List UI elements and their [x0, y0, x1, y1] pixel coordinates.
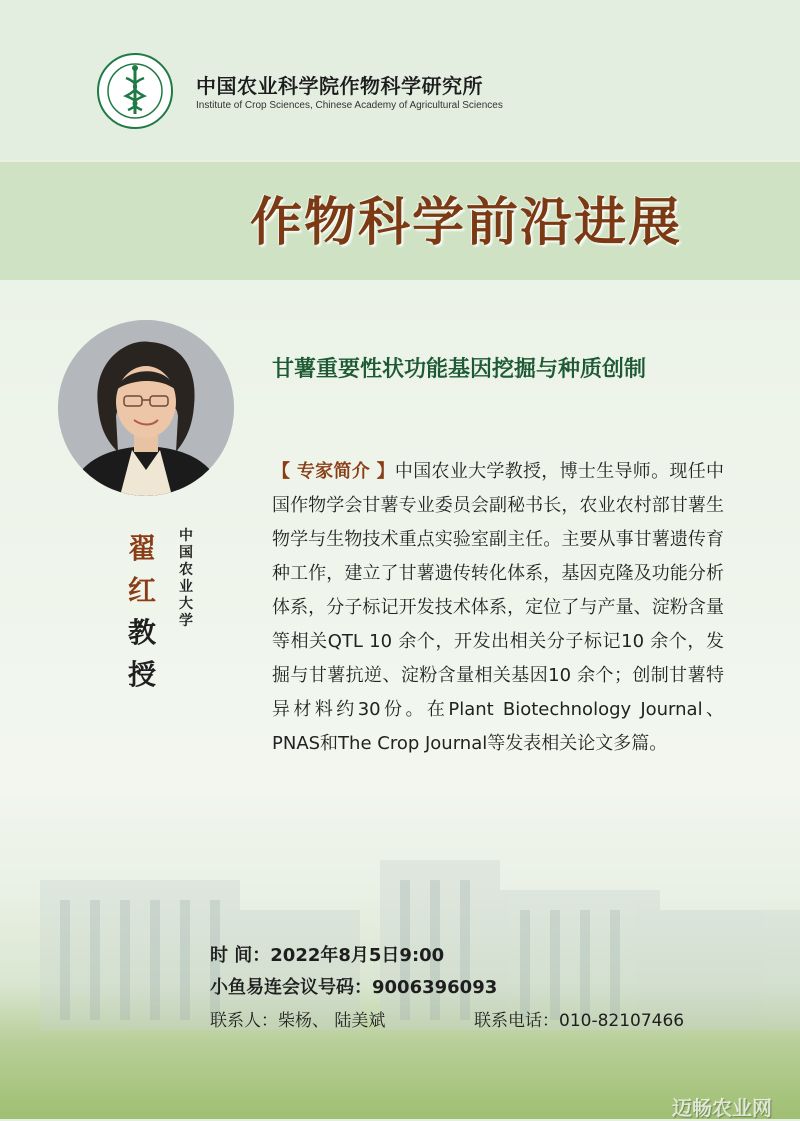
speaker-affiliation: [176, 528, 196, 630]
contact-person: [210, 1006, 385, 1031]
contact-value: 柴杨、 陆美斌: [278, 1011, 386, 1031]
meeting-number: [210, 973, 497, 999]
bio-text: 中国农业大学教授，博士生导师。现任中国作物学会甘薯专业委员会副秘书长，农业农村部甘薯生物学与生物技术重点实验室副主任。主要从事甘薯遗传育种工作，建立了甘薯遗传转化体系，基因克隆及功能分析体系，分子标记开发技术体系，定位了与产量、淀粉含量等相关QTL 10 余个，开发出相关分子标记10 余个，发掘与甘薯抗逆、淀粉含量相关基因10 余个；创制甘薯特异材料约30份。在Plant Biotechnology Journal、PNAS和The Crop Journal等发表相关论文多篇。: [272, 461, 724, 754]
institute-logo-icon: [96, 52, 174, 130]
affiliation-char: 中: [179, 528, 193, 544]
affiliation-char: 国: [179, 545, 193, 561]
page-title: 作物科学前沿进展: [250, 193, 683, 253]
speaker-portrait-icon: [58, 320, 234, 496]
affiliation-char: 学: [179, 613, 193, 629]
affiliation-char: 农: [179, 562, 193, 578]
expert-bio: [272, 455, 724, 761]
bio-label: 【 专家简介 】: [272, 461, 395, 482]
speaker-title: [128, 612, 162, 696]
speaker-name-char: 红: [128, 574, 157, 607]
institute-name-en: Institute of Crop Sciences, Chinese Academy of Agricultural Sciences: [196, 100, 503, 111]
speaker-title-char: 教: [128, 616, 157, 649]
meeting-value: 9006396093: [372, 977, 498, 998]
meeting-label: 小鱼易连会议号码：: [210, 977, 372, 998]
contact-phone: [474, 1006, 684, 1031]
talk-title: 甘薯重要性状功能基因挖掘与种质创制: [272, 357, 647, 382]
affiliation-char: 大: [179, 596, 193, 612]
site-watermark: 迈畅农业网: [672, 1096, 772, 1120]
contact-label: 联系人：: [210, 1011, 278, 1031]
affiliation-char: 业: [179, 579, 193, 595]
speaker-name: [128, 528, 162, 612]
phone-label: 联系电话：: [474, 1011, 559, 1031]
time-label: 时 间：: [210, 945, 271, 966]
speaker-name-char: 翟: [128, 532, 157, 565]
speaker-title-char: 授: [128, 658, 157, 691]
event-time: [210, 941, 444, 967]
speaker-photo: [58, 320, 234, 496]
time-value: 2022年8月5日9:00: [270, 945, 445, 966]
phone-value: 010-82107466: [559, 1011, 685, 1031]
institute-name-cn: 中国农业科学院作物科学研究所: [196, 74, 483, 98]
